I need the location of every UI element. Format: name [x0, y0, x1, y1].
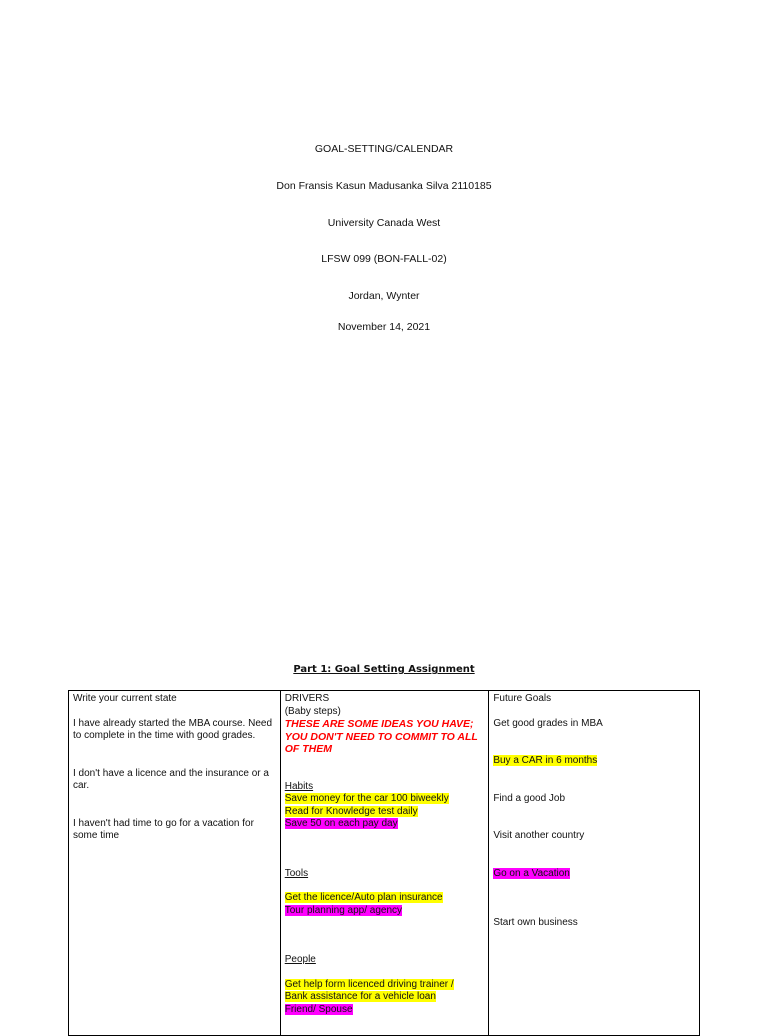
instructor-name: Jordan, Wynter	[348, 290, 420, 302]
drivers-note: THESE ARE SOME IDEAS YOU HAVE; YOU DON'T NEED TO COMMIT TO ALL OF THEM	[284, 718, 478, 755]
drivers-cell	[280, 691, 489, 1036]
current-state-item: I have already started the MBA course. Need to complete in the time with good grades.	[73, 717, 272, 741]
goal-item: Get good grades in MBA	[493, 717, 603, 729]
drivers-header: DRIVERS	[284, 693, 330, 704]
habits-label: Habits	[284, 780, 314, 792]
future-goals-header: Future Goals	[493, 693, 552, 704]
tool-item: Tour planning app/ agency	[284, 904, 403, 916]
habit-item: Save 50 on each pay day	[284, 818, 398, 829]
current-state-item: I don't have a licence and the insurance or a car.	[73, 767, 269, 791]
tool-item: Get the licence/Auto plan insurance	[284, 892, 443, 903]
document-title: GOAL-SETTING/CALENDAR	[314, 143, 454, 155]
university-name: University Canada West	[327, 217, 441, 229]
goal-setting-table	[68, 690, 700, 1036]
drivers-subheader: (Baby steps)	[284, 705, 341, 717]
people-item: Get help form licenced driving trainer /	[284, 978, 454, 990]
part-title: Part 1: Goal Setting Assignment	[293, 664, 475, 675]
table-row	[69, 691, 700, 1036]
people-label: People	[284, 954, 316, 965]
goal-item: Buy a CAR in 6 months	[493, 755, 598, 766]
goal-item: Visit another country	[493, 830, 585, 841]
current-state-header: Write your current state	[73, 693, 177, 704]
goal-item: Go on a Vacation	[493, 867, 570, 879]
document-date: November 14, 2021	[337, 321, 431, 333]
course-code: LFSW 099 (BON-FALL-02)	[321, 253, 447, 265]
people-item: Friend/ Spouse	[284, 1003, 353, 1015]
author-name: Don Fransis Kasun Madusanka Silva 2110185	[276, 180, 492, 192]
people-item: Bank assistance for a vehicle loan	[284, 991, 436, 1002]
current-state-item: I haven't had time to go for a vacation for some time	[73, 817, 254, 841]
goal-item: Find a good Job	[493, 792, 566, 804]
habit-item: Read for Knowledge test daily	[284, 805, 418, 817]
current-state-cell	[69, 691, 281, 1036]
habit-item: Save money for the car 100 biweekly	[284, 793, 449, 804]
goal-item: Start own business	[493, 917, 578, 928]
tools-label: Tools	[284, 867, 309, 879]
future-goals-cell	[489, 691, 700, 1036]
